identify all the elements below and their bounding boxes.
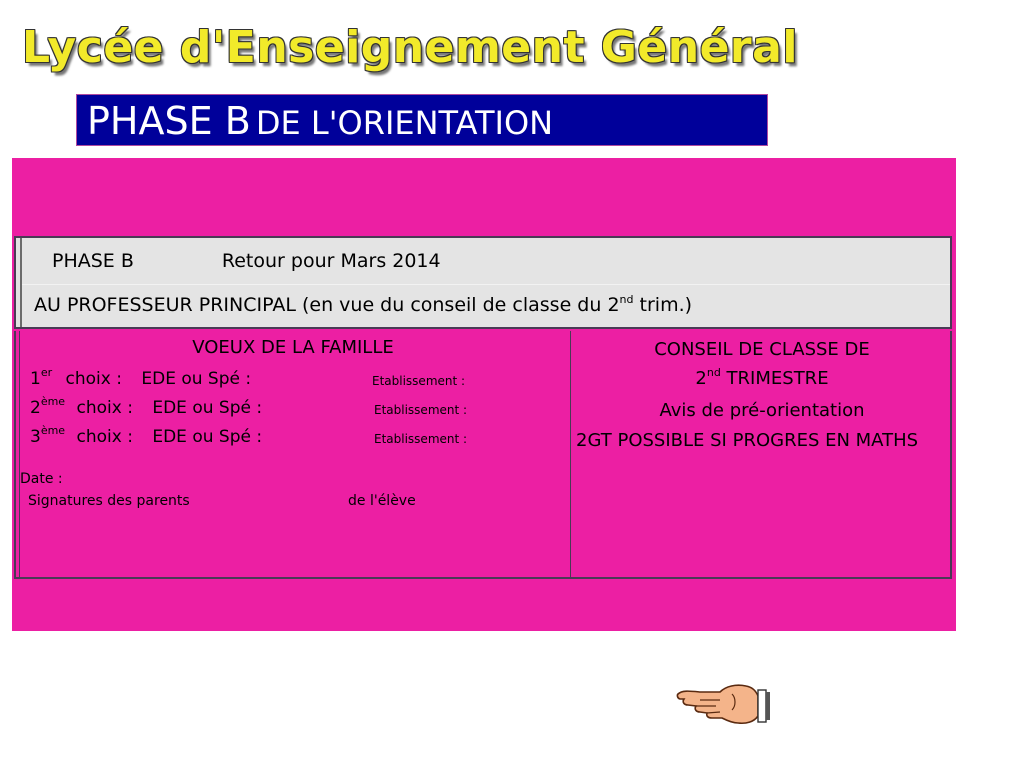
choice-establishment: Etablissement : xyxy=(374,403,468,417)
choice-number-sup: er xyxy=(40,366,53,379)
info-block xyxy=(14,236,952,329)
choice-establishment: Etablissement : xyxy=(374,432,468,446)
choice-option: EDE ou Spé : xyxy=(152,427,263,447)
info-line-recipient xyxy=(34,294,692,316)
choice-label: choix : xyxy=(76,427,133,447)
pointing-hand-icon[interactable] xyxy=(676,680,772,726)
info-recipient: AU PROFESSEUR PRINCIPAL (en vue du conseil de classe du 2 xyxy=(34,294,620,316)
info-phase-label: PHASE B xyxy=(52,250,134,272)
council-opinion-label: Avis de pré-orientation xyxy=(659,400,865,421)
info-line-phase xyxy=(52,250,441,272)
choice-row-1 xyxy=(30,366,466,389)
council-opinion-text: 2GT POSSIBLE SI PROGRES EN MATHS xyxy=(576,430,919,451)
council-heading-line1: CONSEIL DE CLASSE DE xyxy=(654,339,870,360)
choice-option: EDE ou Spé : xyxy=(141,369,252,389)
date-label: Date : xyxy=(20,471,63,487)
info-return-date: Retour pour Mars 2014 xyxy=(221,250,441,272)
family-wishes-column xyxy=(16,331,570,577)
info-separator xyxy=(22,284,950,285)
choice-option: EDE ou Spé : xyxy=(152,398,263,418)
form-grid xyxy=(14,331,952,579)
info-inner xyxy=(20,238,950,327)
choice-number: 1 xyxy=(30,369,41,389)
signature-parents: Signatures des parents xyxy=(28,493,190,509)
choice-establishment: Etablissement : xyxy=(372,374,466,388)
signature-line xyxy=(28,493,416,509)
banner-phase: PHASE B xyxy=(87,99,251,143)
family-wishes-heading: VOEUX DE LA FAMILLE xyxy=(192,337,394,358)
choice-label: choix : xyxy=(76,398,133,418)
signature-student: de l'élève xyxy=(348,493,416,509)
choice-number: 3 xyxy=(30,427,41,447)
council-term-number: 2 xyxy=(695,368,707,389)
council-term-sup: nd xyxy=(706,366,721,379)
council-heading-line2 xyxy=(572,368,952,389)
info-recipient-sup: nd xyxy=(619,293,634,306)
banner-subtitle: DE L'ORIENTATION xyxy=(255,104,554,142)
choice-row-2 xyxy=(30,395,468,418)
phase-banner xyxy=(76,94,768,146)
info-recipient-end: trim.) xyxy=(633,294,693,316)
choice-label: choix : xyxy=(65,369,122,389)
class-council-column xyxy=(572,331,950,577)
grid-column-divider xyxy=(570,331,571,577)
choice-number-sup: ème xyxy=(40,395,66,408)
choice-number: 2 xyxy=(30,398,41,418)
council-term-label: TRIMESTRE xyxy=(720,368,829,389)
choice-number-sup: ème xyxy=(40,424,66,437)
choice-row-3 xyxy=(30,424,468,447)
page-title: Lycée d'Enseignement Général xyxy=(22,22,798,73)
